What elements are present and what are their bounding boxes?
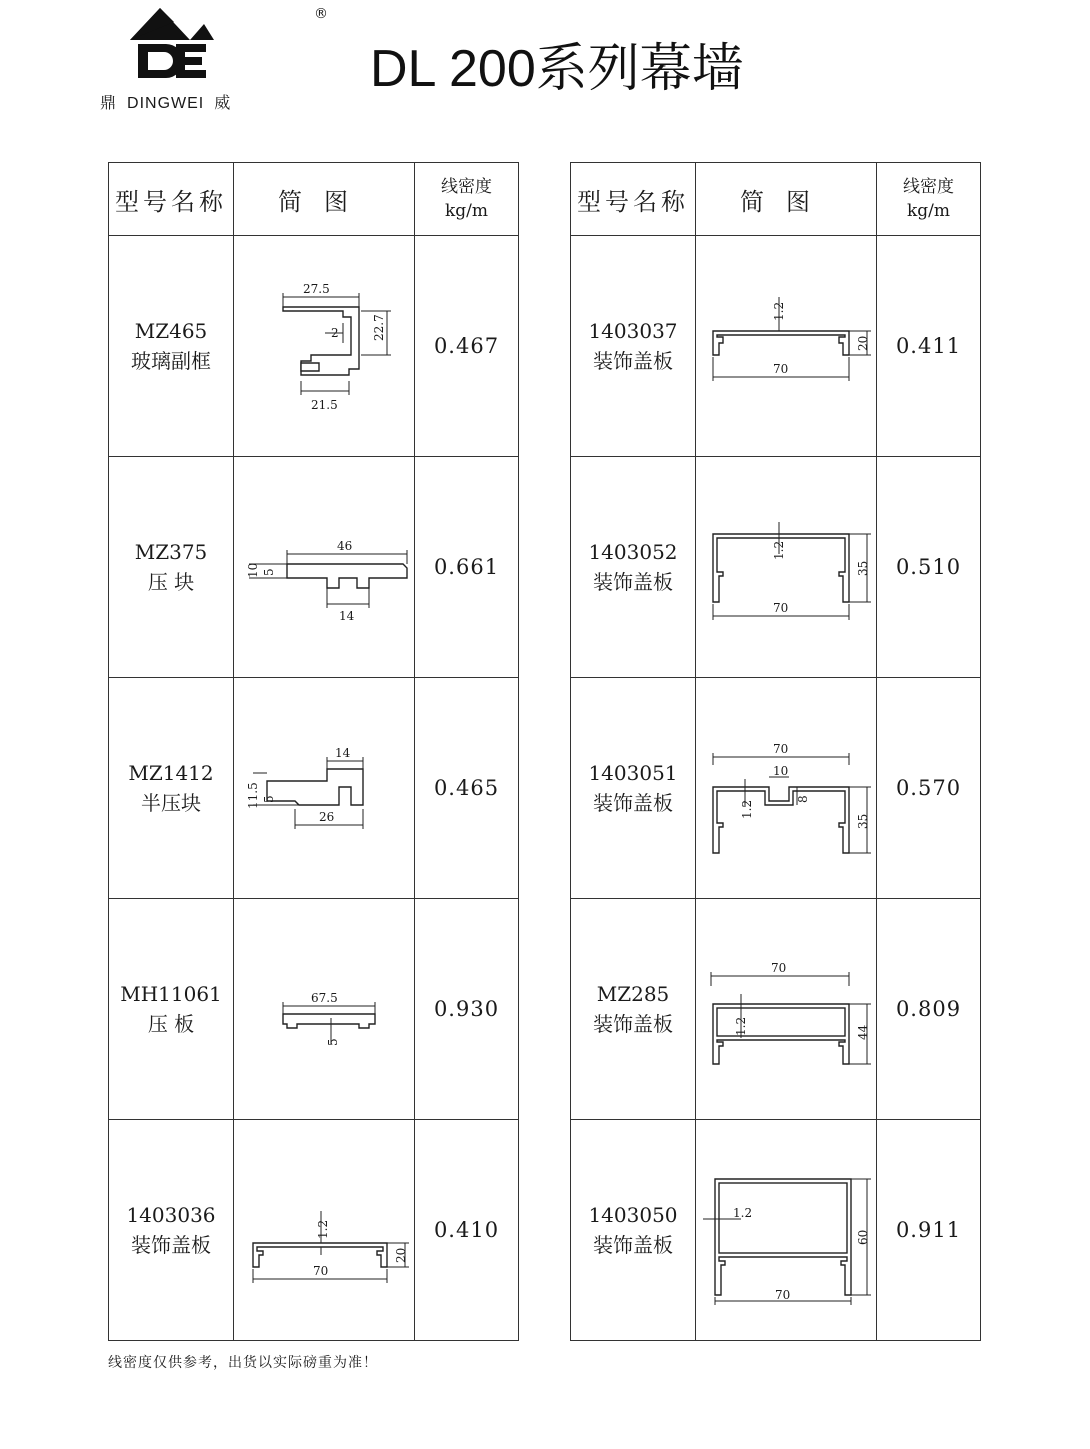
dim-label: 5 [262, 568, 276, 576]
dim-label: 35 [856, 813, 870, 829]
profile-model: 1403050 [588, 1203, 678, 1227]
profile-drawing-cell [234, 457, 415, 678]
profile-name-cell [109, 899, 234, 1120]
profile-name: 装饰盖板 [593, 570, 673, 594]
dim-label: 14 [339, 609, 355, 623]
table-header-row [109, 163, 519, 236]
profile-model: MZ1412 [128, 761, 214, 785]
dingwei-logo-mark [96, 4, 226, 86]
profile-model: 1403052 [588, 540, 678, 564]
profile-name: 压 板 [147, 1012, 195, 1036]
density-value: 0.809 [877, 899, 981, 1120]
profile-name: 装饰盖板 [593, 791, 673, 815]
page-title: DL 200系列幕墙 [370, 40, 744, 98]
profile-name: 装饰盖板 [131, 1233, 211, 1257]
header-density-unit: kg/m [906, 201, 951, 221]
profile-model: MZ375 [134, 540, 208, 564]
dim-label: 46 [337, 539, 353, 553]
profile-name-cell [109, 457, 234, 678]
profile-model: 1403051 [588, 761, 678, 785]
header-name: 型号名称 [571, 163, 696, 236]
dim-label: 14 [335, 746, 351, 760]
profile-name-cell [109, 236, 234, 457]
dim-label: 70 [313, 1264, 329, 1278]
dim-label: 70 [775, 1288, 791, 1302]
company-logo [96, 4, 328, 112]
dim-label: 26 [319, 810, 335, 824]
dim-label: 44 [856, 1024, 870, 1040]
table-row [109, 899, 519, 1120]
profile-drawing-cell [696, 457, 877, 678]
profile-name-cell [571, 457, 696, 678]
profile-name-cell [109, 1120, 234, 1341]
density-value: 0.411 [877, 236, 981, 457]
profile-name: 装饰盖板 [593, 1012, 673, 1036]
density-value: 0.570 [877, 678, 981, 899]
profile-drawing-1403051 [701, 713, 871, 863]
dim-label: 20 [394, 1247, 408, 1263]
profile-drawing-mz1412 [239, 713, 409, 863]
dim-label: 67.5 [311, 991, 338, 1005]
logo-cn-left: 鼎 [100, 95, 118, 112]
dim-label: 1.2 [772, 301, 786, 321]
table-row [571, 1120, 981, 1341]
dim-label: 70 [773, 362, 789, 376]
profile-drawing-cell [234, 678, 415, 899]
profile-name-cell [571, 1120, 696, 1341]
header-density [877, 163, 981, 236]
table-row [109, 457, 519, 678]
profile-model: MZ465 [134, 319, 208, 343]
dim-label: 1.2 [316, 1219, 330, 1239]
profile-drawing-1403037 [701, 271, 871, 421]
profile-name: 玻璃副框 [131, 349, 211, 373]
profile-name-cell [571, 236, 696, 457]
table-row [571, 236, 981, 457]
spec-table-left [108, 162, 519, 1341]
profile-name: 压 块 [147, 570, 195, 594]
density-value: 0.510 [877, 457, 981, 678]
profile-name-cell [571, 899, 696, 1120]
profile-name-cell [571, 678, 696, 899]
footnote: 线密度仅供参考，出货以实际磅重为准！ [108, 1355, 378, 1371]
header-density [415, 163, 519, 236]
header-picture: 简图 [234, 163, 415, 236]
profile-drawing-cell [696, 899, 877, 1120]
profile-model: MZ285 [596, 982, 670, 1006]
table-row [109, 1120, 519, 1341]
profile-drawing-1403036 [239, 1155, 409, 1305]
header-density-unit: kg/m [444, 201, 489, 221]
density-value: 0.410 [415, 1120, 519, 1341]
header-density-label: 线密度 [441, 177, 492, 197]
profile-drawing-mz375 [239, 492, 409, 642]
density-value: 0.467 [415, 236, 519, 457]
dim-label: 35 [856, 560, 870, 576]
dim-label: 22.7 [372, 314, 386, 341]
density-value: 0.661 [415, 457, 519, 678]
dim-label: 60 [856, 1229, 870, 1245]
dim-label: 1.2 [772, 540, 786, 560]
dim-label: 8 [796, 795, 810, 803]
profile-drawing-1403050 [701, 1155, 871, 1305]
profile-drawing-mz465 [239, 271, 409, 421]
table-row [571, 899, 981, 1120]
profile-drawing-cell [696, 678, 877, 899]
dim-label: 21.5 [311, 398, 338, 412]
profile-model: MH11061 [120, 982, 222, 1006]
dim-label: 27.5 [303, 282, 330, 296]
logo-wordmark [100, 90, 241, 113]
profile-drawing-1403052 [701, 492, 871, 642]
dim-label: 2 [331, 326, 339, 340]
logo-cn-right: 威 [214, 95, 232, 112]
density-value: 0.911 [877, 1120, 981, 1341]
dim-label: 1.2 [733, 1206, 753, 1220]
profile-model: 1403037 [588, 319, 678, 343]
dim-label: 11.5 [246, 782, 260, 809]
profile-model: 1403036 [126, 1203, 216, 1227]
profile-name: 半压块 [141, 791, 201, 815]
profile-drawing-cell [234, 236, 415, 457]
dim-label: 1.2 [734, 1016, 748, 1036]
profile-drawing-cell [696, 1120, 877, 1341]
dim-label: 10 [246, 562, 260, 578]
table-row [109, 236, 519, 457]
table-row [571, 457, 981, 678]
profile-name: 装饰盖板 [593, 1233, 673, 1257]
dim-label: 70 [771, 961, 787, 975]
spec-table-right [570, 162, 981, 1341]
profile-name: 装饰盖板 [593, 349, 673, 373]
profile-drawing-cell [234, 1120, 415, 1341]
dim-label: 70 [773, 601, 789, 615]
header-name: 型号名称 [109, 163, 234, 236]
dim-label: 5 [262, 795, 276, 803]
dim-label: 1.2 [740, 799, 754, 819]
profile-drawing-cell [696, 236, 877, 457]
profile-drawing-mh11061 [239, 934, 409, 1084]
dim-label: 70 [773, 742, 789, 756]
profile-drawing-cell [234, 899, 415, 1120]
dim-label: 5 [326, 1038, 340, 1046]
density-value: 0.465 [415, 678, 519, 899]
dim-label: 10 [773, 764, 789, 778]
dim-label: 20 [856, 335, 870, 351]
logo-en: DINGWEI [127, 95, 205, 112]
table-row [571, 678, 981, 899]
density-value: 0.930 [415, 899, 519, 1120]
profile-drawing-mz285 [701, 934, 871, 1084]
table-header-row [571, 163, 981, 236]
registered-mark: ® [314, 6, 328, 22]
table-row [109, 678, 519, 899]
profile-name-cell [109, 678, 234, 899]
header-density-label: 线密度 [903, 177, 954, 197]
header-picture: 简图 [696, 163, 877, 236]
